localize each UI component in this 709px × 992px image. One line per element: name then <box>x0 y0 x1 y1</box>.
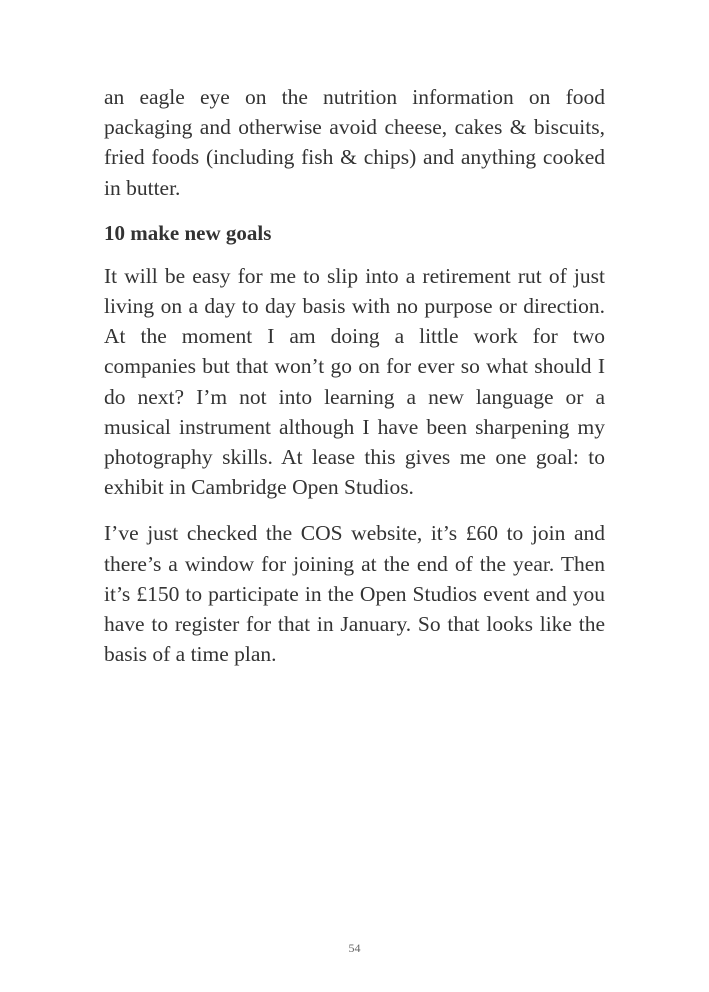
body-text <box>104 82 605 669</box>
paragraph-cos-plan: I’ve just checked the COS website, it’s £60 to join and there’s a window for joining at the end of the year. Then it’s £150 to participate in the Open Studios event and you have to register for that in January. So that looks like the basis of a time plan. <box>104 521 605 667</box>
section-heading: 10 make new goals <box>104 220 272 245</box>
page-number: 54 <box>348 941 361 955</box>
paragraph-nutrition-advice: an eagle eye on the nutrition information on food packaging and otherwise avoid cheese, cakes & biscuits, fried foods (including fish & chips) and anything cooked in butter. <box>104 85 605 200</box>
paragraph-retirement-goals: It will be easy for me to slip into a retirement rut of just living on a day to day basis with no purpose or direction. At the moment I am doing a little work for two companies but that won’t go on for ever so what should I do next? I’m not into learning a new language or a musical instrument although I have been sharpening my photography skills. At lease this gives me one goal: to exhibit in Cambridge Open Studios. <box>104 263 605 500</box>
